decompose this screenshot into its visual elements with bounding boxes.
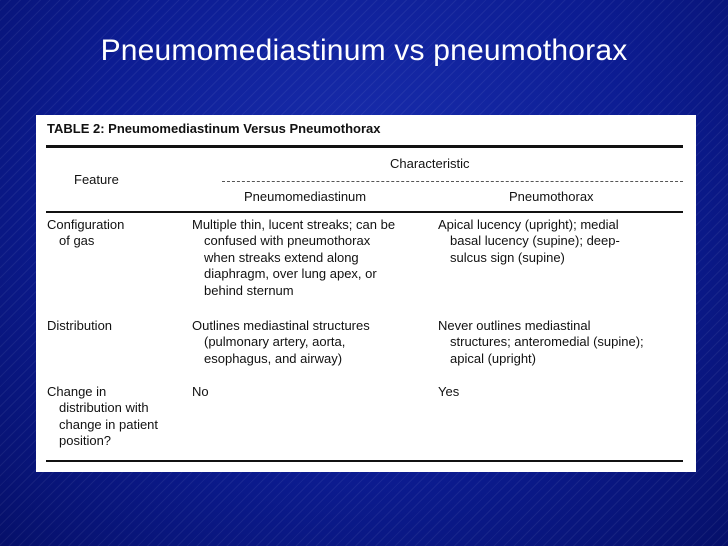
comparison-table [36, 115, 696, 472]
cell-line: Never outlines mediastinal [438, 318, 591, 333]
cell-line: confused with pneumothorax [204, 233, 371, 249]
cell-line: Change in [47, 384, 107, 399]
row-1-feature [47, 217, 124, 250]
cell-line: Configuration [47, 217, 125, 232]
cell-line: when streaks extend along [204, 249, 359, 265]
cell-line: distribution with [59, 400, 149, 416]
cell-line: Distribution [47, 318, 113, 333]
cell-line: diaphragm, over lung apex, or [204, 266, 377, 282]
cell-line: structures; anteromedial (supine); [450, 334, 644, 350]
row-1-pneumothorax [438, 217, 620, 266]
cell-line: No [192, 384, 209, 399]
header-pneumomediastinum: Pneumomediastinum [244, 189, 367, 204]
cell-line: Multiple thin, lucent streaks; can be [192, 217, 396, 232]
cell-line: of gas [59, 233, 95, 249]
header-pneumothorax: Pneumothorax [509, 189, 594, 204]
cell-line: basal lucency (supine); deep- [450, 233, 620, 249]
cell-line: change in patient [59, 416, 159, 432]
table-top-rule [46, 145, 683, 148]
cell-line: Yes [438, 384, 460, 399]
slide-title: Pneumomediastinum vs pneumothorax [100, 34, 628, 67]
header-feature: Feature [74, 172, 119, 187]
cell-line: behind sternum [204, 282, 294, 298]
cell-line: (pulmonary artery, aorta, [204, 334, 346, 350]
cell-line: esophagus, and airway) [204, 350, 343, 366]
characteristic-divider [222, 181, 683, 182]
row-2-feature [47, 318, 112, 334]
header-rule [46, 211, 683, 213]
cell-line: apical (upright) [450, 350, 536, 366]
table-caption: TABLE 2: Pneumomediastinum Versus Pneumothorax [47, 121, 381, 136]
row-2-pneumothorax [438, 318, 644, 367]
row-3-pneumomediastinum [192, 384, 209, 400]
cell-line: Outlines mediastinal structures [192, 318, 370, 333]
row-1-pneumomediastinum [192, 217, 395, 299]
header-characteristic: Characteristic [390, 156, 470, 171]
row-2-pneumomediastinum [192, 318, 370, 367]
row-3-pneumothorax [438, 384, 459, 400]
cell-line: position? [59, 433, 112, 449]
cell-line: sulcus sign (supine) [450, 249, 565, 265]
cell-line: Apical lucency (upright); medial [438, 217, 619, 232]
row-3-feature [47, 384, 158, 450]
table-bottom-rule [46, 460, 683, 462]
